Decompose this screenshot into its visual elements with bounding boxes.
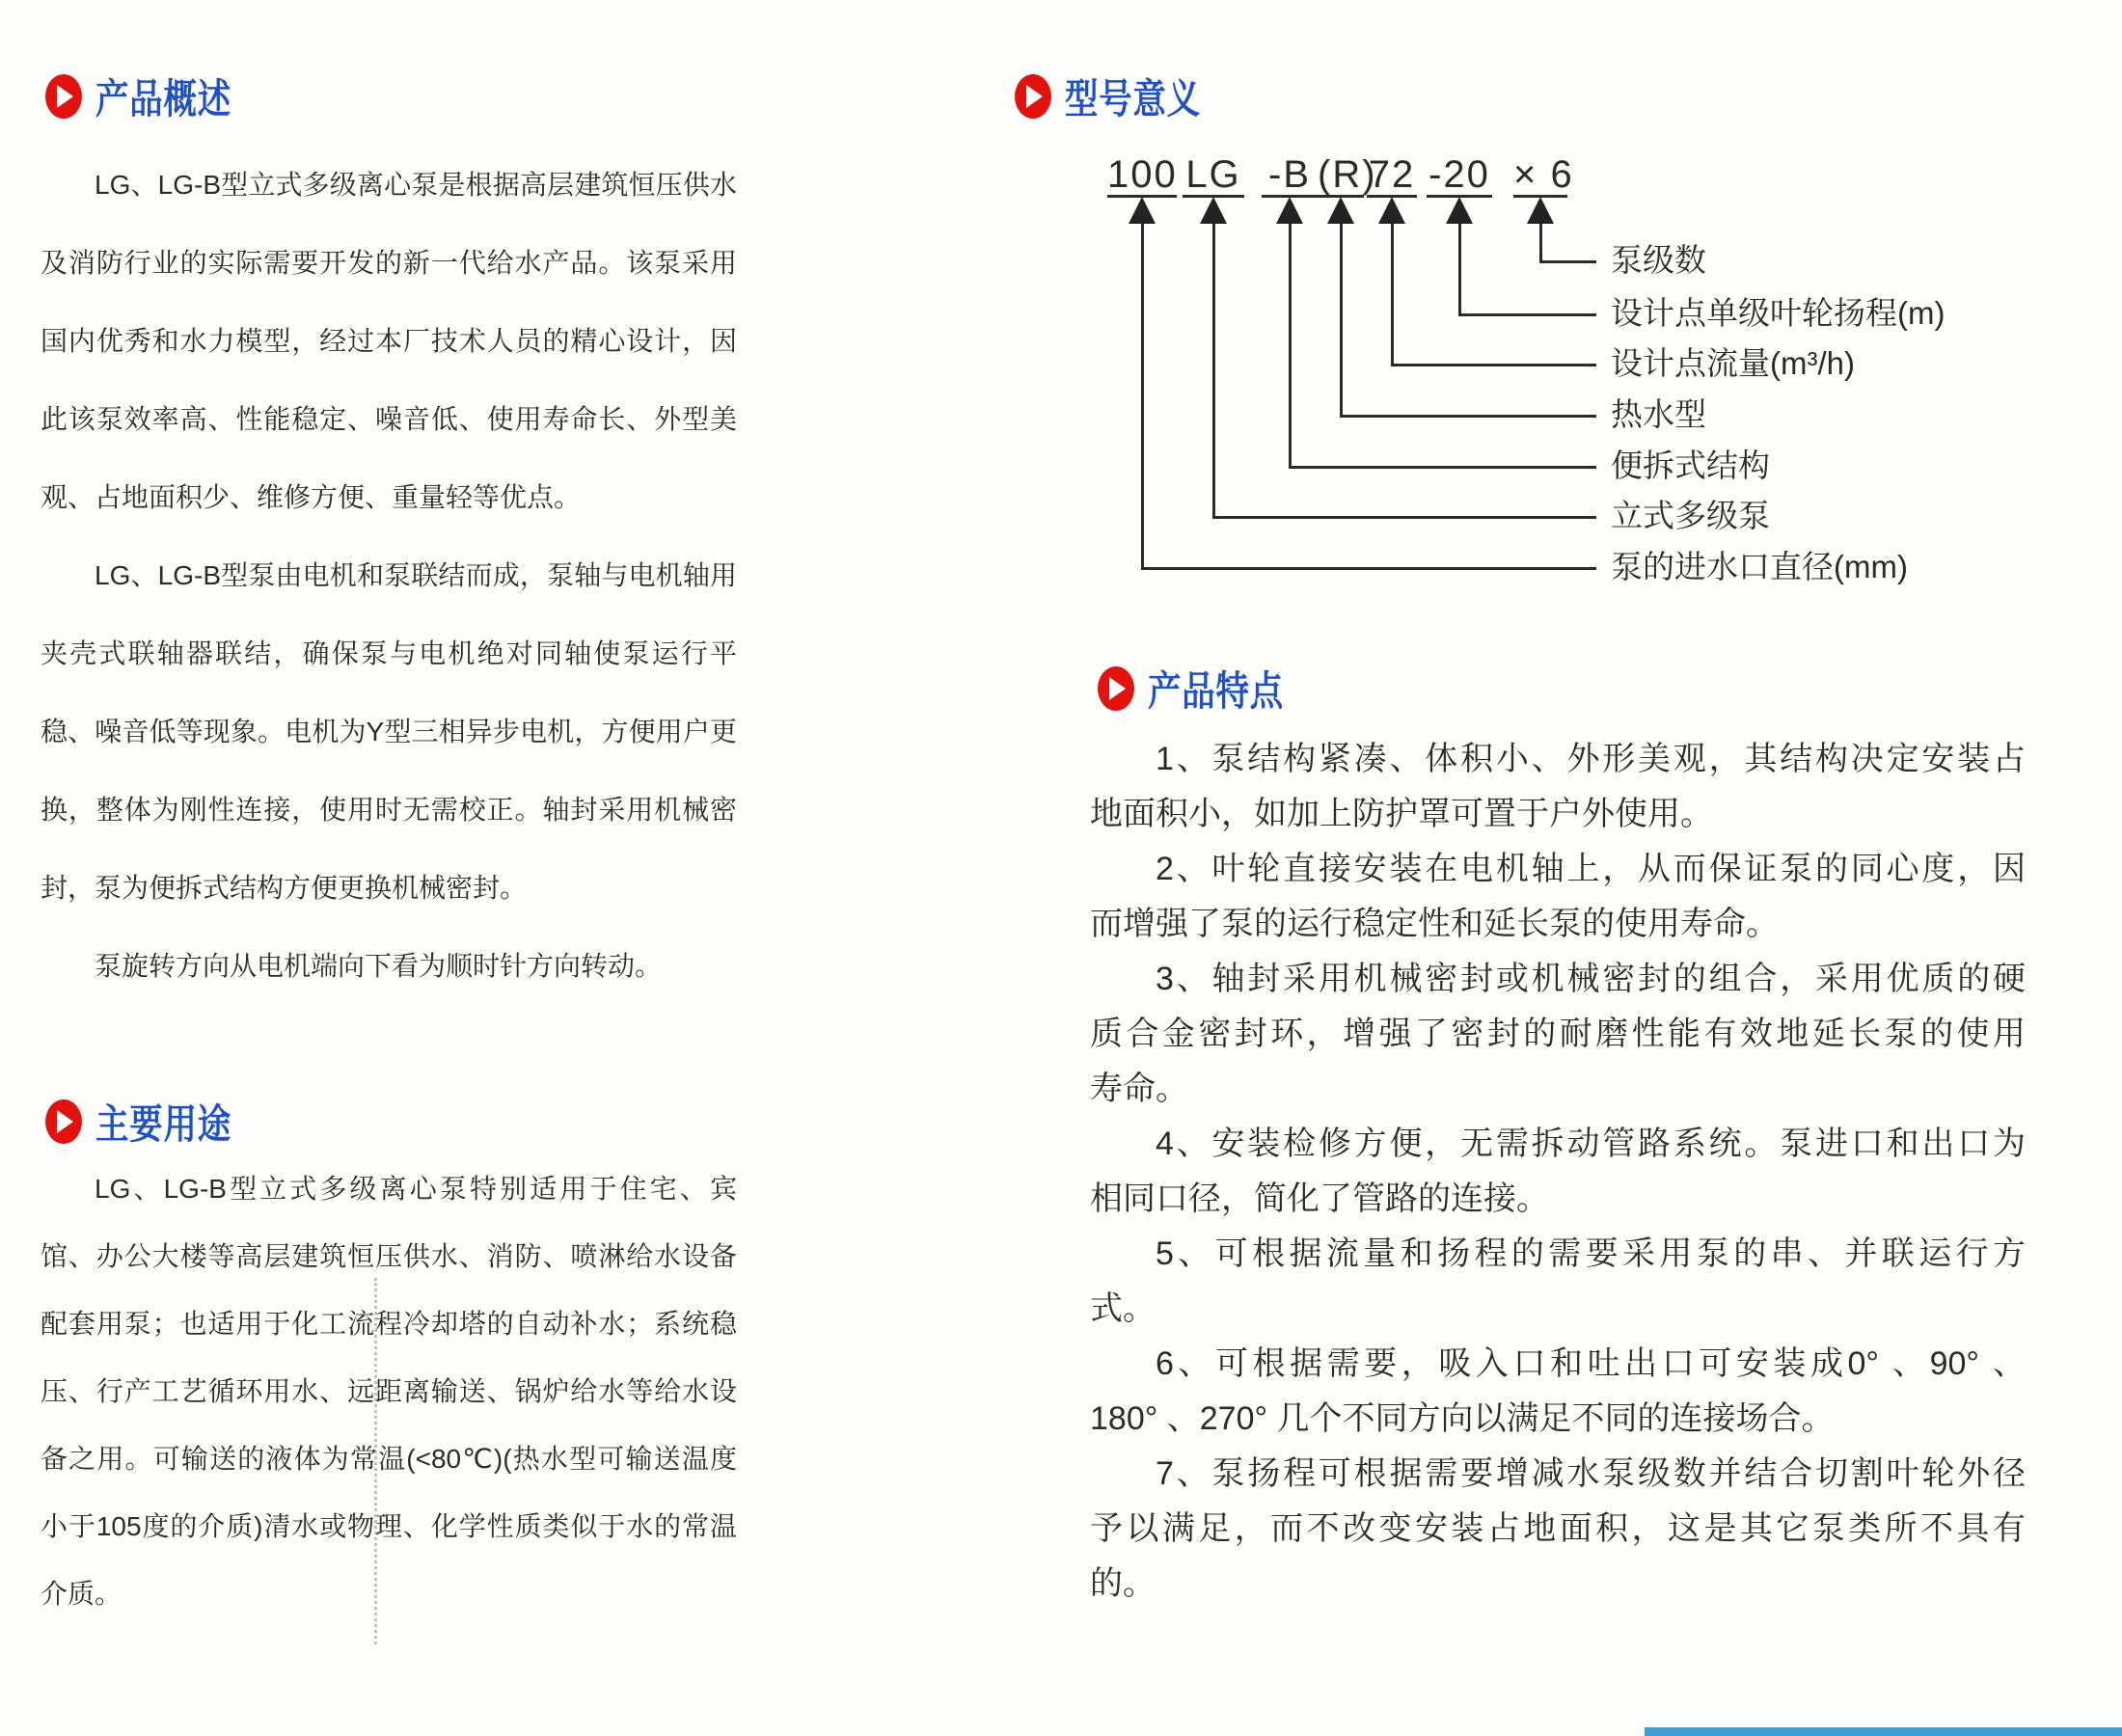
text-line: 式。 [1090, 1290, 1156, 1327]
model-segment: 100 [1107, 153, 1178, 196]
section-header-overview [45, 68, 261, 125]
model-segment: 72 [1368, 153, 1416, 196]
feature-item [1090, 1337, 2026, 1447]
model-label: 设计点单级叶轮扬程(m) [1611, 295, 1945, 331]
section-header-features [1098, 660, 1314, 718]
text-line: 寿命。 [1090, 1071, 1188, 1107]
connector-vline [1340, 224, 1343, 418]
feature-item [1090, 1447, 2026, 1612]
text-line: 国内优秀和水力模型，经过本厂技术人员的精心设计，因 [41, 326, 737, 356]
feature-item [1090, 842, 2026, 952]
text-line: LG、LG-B型立式多级离心泵是根据高层建筑恒压供水 [95, 170, 737, 200]
connector-hline [1289, 466, 1596, 469]
connector-hline [1212, 516, 1596, 519]
text-line: 而增强了泵的运行稳定性和延长泵的使用寿命。 [1090, 906, 1779, 942]
triangle-marker-icon [1378, 197, 1405, 224]
text-line: 质合金密封环，增强了密封的耐磨性能有效地延长泵的使用 [1090, 1016, 2026, 1052]
overview-text-block [41, 146, 737, 1005]
triangle-marker-icon [1527, 197, 1554, 224]
scan-crease-dotted-line [374, 1278, 377, 1644]
section-header-usage [45, 1093, 261, 1151]
red-play-bullet-icon [45, 1099, 82, 1144]
paragraph [41, 146, 737, 536]
text-line: 换，整体为刚性连接，使用时无需校正。轴封采用机械密 [41, 795, 737, 825]
text-line: 及消防行业的实际需要开发的新一代给水产品。该泵采用 [41, 248, 737, 278]
model-segment: × 6 [1513, 153, 1574, 196]
triangle-marker-icon [1446, 197, 1473, 224]
triangle-marker-icon [1200, 197, 1227, 224]
feature-item [1090, 732, 2026, 842]
text-line: 泵旋转方向从电机端向下看为顺时针方向转动。 [95, 951, 663, 981]
text-line: 配套用泵；也适用于化工流程冷却塔的自动补水；系统稳 [41, 1309, 737, 1339]
connector-vline [1141, 224, 1144, 570]
text-line: 地面积小，如加上防护罩可置于户外使用。 [1090, 796, 1713, 832]
red-play-bullet-icon [45, 74, 82, 119]
section-header-model [1015, 68, 1231, 125]
connector-vline [1212, 224, 1215, 519]
connector-vline [1289, 224, 1292, 469]
text-line: 7、泵扬程可根据需要增减水泵级数并结合切割叶轮外径 [1156, 1455, 2026, 1492]
section-title-features: 产品特点 [1148, 668, 1285, 714]
section-title-usage: 主要用途 [95, 1101, 232, 1147]
connector-hline [1391, 364, 1596, 366]
text-line: LG、LG-B型泵由电机和泵联结而成，泵轴与电机轴用 [95, 560, 737, 590]
feature-item [1090, 1117, 2026, 1227]
footer-blue-bar [1645, 1727, 2122, 1736]
model-label: 热水型 [1611, 396, 1706, 432]
text-line: 小于105度的介质)清水或物理、化学性质类似于水的常温 [41, 1511, 737, 1541]
paragraph [41, 536, 737, 927]
model-label: 泵的进水口直径(mm) [1611, 549, 1908, 584]
feature-item [1090, 1227, 2026, 1337]
text-line: 压、行产工艺循环用水、远距离输送、锅炉给水等给水设 [41, 1376, 737, 1406]
model-segment: -B [1262, 152, 1318, 198]
text-line: 6、可根据需要，吸入口和吐出口可安装成0° 、90° 、 [1156, 1345, 2026, 1382]
feature-item [1090, 952, 2026, 1117]
usage-text-block [41, 1155, 737, 1628]
text-line: 观、占地面积少、维修方便、重量轻等优点。 [41, 482, 582, 512]
red-play-bullet-icon [1098, 666, 1134, 711]
model-label: 便拆式结构 [1611, 448, 1770, 483]
triangle-marker-icon [1327, 197, 1354, 224]
section-title-model: 型号意义 [1065, 76, 1202, 122]
text-line: 的。 [1090, 1565, 1156, 1602]
features-text-block [1090, 732, 2026, 1612]
model-label: 立式多级泵 [1611, 498, 1770, 533]
text-line: 180° 、270° 几个不同方向以满足不同的连接场合。 [1090, 1400, 1835, 1437]
text-line: 3、轴封采用机械密封或机械密封的组合，采用优质的硬 [1156, 961, 2026, 997]
text-line: 4、安装检修方便，无需拆动管路系统。泵进口和出口为 [1156, 1126, 2026, 1162]
section-title-overview: 产品概述 [95, 76, 232, 122]
triangle-marker-icon [1129, 197, 1156, 224]
text-line: 2、叶轮直接安装在电机轴上，从而保证泵的同心度，因 [1156, 851, 2026, 887]
text-line: 5、可根据流量和扬程的需要采用泵的串、并联运行方 [1156, 1235, 2026, 1272]
text-line: 此该泵效率高、性能稳定、噪音低、使用寿命长、外型美 [41, 404, 737, 434]
paragraph [41, 927, 737, 1005]
text-line: 予以满足，而不改变安装占地面积，这是其它泵类所不具有 [1090, 1510, 2026, 1547]
model-segment: (R) [1318, 153, 1377, 196]
triangle-marker-icon [1276, 197, 1303, 224]
model-label: 泵级数 [1611, 242, 1706, 278]
red-play-bullet-icon [1015, 74, 1051, 119]
model-segment: -20 [1427, 152, 1492, 198]
connector-hline [1141, 567, 1596, 570]
text-line: 夹壳式联轴器联结，确保泵与电机绝对同轴使泵运行平 [41, 638, 737, 668]
model-segment: LG [1183, 152, 1244, 198]
connector-vline [1391, 224, 1394, 366]
text-line: 备之用。可输送的液体为常温(<80℃)(热水型可输送温度 [41, 1444, 737, 1474]
text-line: 馆、办公大楼等高层建筑恒压供水、消防、喷淋给水设备 [41, 1241, 737, 1271]
text-line: 1、泵结构紧凑、体积小、外形美观，其结构决定安装占 [1156, 741, 2026, 777]
paragraph [41, 1155, 737, 1628]
text-line: LG、LG-B型立式多级离心泵特别适用于住宅、宾 [95, 1174, 737, 1204]
model-label: 设计点流量(m³/h) [1611, 345, 1855, 381]
connector-hline [1539, 260, 1596, 263]
connector-vline [1458, 224, 1461, 316]
connector-hline [1340, 415, 1596, 418]
text-line: 相同口径，简化了管路的连接。 [1090, 1180, 1549, 1217]
connector-hline [1458, 313, 1596, 316]
text-line: 封，泵为便拆式结构方便更换机械密封。 [41, 873, 528, 903]
text-line: 稳、噪音低等现象。电机为Y型三相异步电机，方便用户更 [41, 717, 737, 746]
connector-vline [1539, 224, 1542, 263]
text-line: 介质。 [41, 1579, 122, 1609]
